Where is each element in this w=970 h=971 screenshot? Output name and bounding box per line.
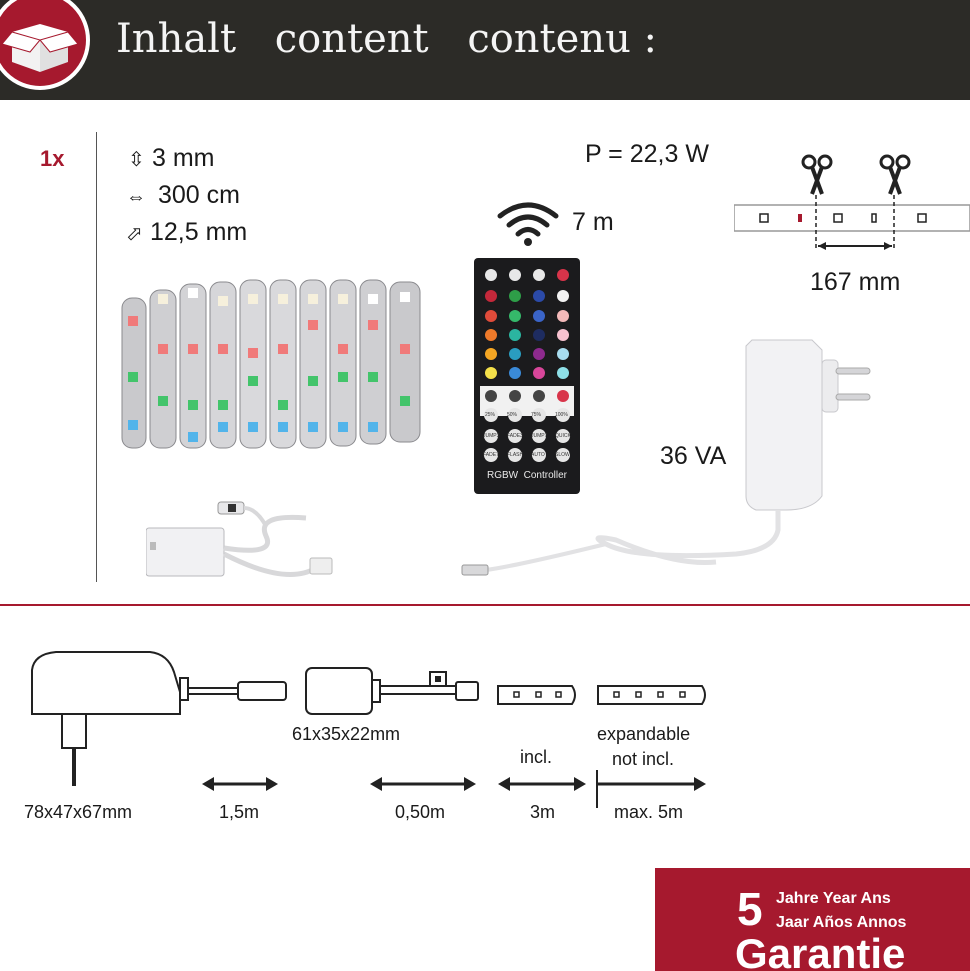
btn-100: 100% [555,412,568,418]
title-en: content [274,16,429,62]
controller-dims-label: 61x35x22mm [292,724,401,744]
guarantee-line2: Jaar Años Annos [776,914,907,931]
cut-interval-label: 167 mm [810,268,901,296]
controller-module-image [146,496,346,582]
expandable-label: expandable [597,724,691,744]
cable1-length-label: 1,5m [219,802,260,822]
adapter-dims-label: 78x47x67mm [24,802,133,822]
double-arrow-icon [368,772,478,796]
title-de: Inhalt [116,16,237,62]
header-title [116,16,657,62]
included-label: incl. [520,747,553,767]
btn-50: 50% [507,412,518,418]
btn-quick: QUICK [555,433,571,439]
spec-height-text: 3 mm [152,144,215,172]
spec-width-text: 12,5 mm [150,218,248,246]
remote-label: RGBW Controller [486,470,567,481]
guarantee-line1: Jahre Year Ans [776,890,891,907]
guarantee-badge [655,868,970,971]
power-label: P = 22,3 W [585,140,709,168]
strip-length-label: 3m [530,802,556,822]
led-strip-image [118,272,440,458]
strip-included-outline [496,684,580,706]
quantity-label: 1x [40,146,65,171]
scissors-icon [803,156,831,194]
divider-horizontal [0,604,970,606]
title-fr: contenu : [467,16,658,62]
double-arrow-icon [200,772,280,796]
adapter-rating-label: 36 VA [660,442,727,470]
height-arrow-icon: ⇳ [128,149,145,171]
spec-height [128,144,215,173]
btn-75: 75% [531,412,542,418]
width-arrow-icon: ⬀ [126,223,143,245]
guarantee-word: Garantie [735,930,906,971]
strip-expandable-outline [596,684,710,706]
controller-outline [304,664,484,720]
length-arrow-icon: ⇔ [126,186,146,208]
wireless-icon [496,200,560,246]
double-arrow-icon [496,772,588,796]
not-included-label: not incl. [612,749,675,769]
adapter-outline [28,648,290,790]
range-label: 7 m [572,208,614,236]
cut-diagram [734,150,970,250]
scissors-icon [881,156,909,194]
box-badge [0,0,90,90]
cable2-length-label: 0,50m [395,802,446,822]
spec-length-text: 300 cm [158,181,240,209]
btn-fade7: FADE7 [483,452,499,458]
guarantee-years: 5 [737,883,763,935]
btn-jump7: JUMP7 [531,433,548,439]
btn-25: 25% [485,412,496,418]
btn-jump3: JUMP3 [483,433,500,439]
spec-length [126,181,240,210]
max-length-label: max. 5m [614,802,684,822]
btn-flash: FLASH [507,452,524,458]
divider-vertical [96,132,97,582]
btn-slow: SLOW [555,452,570,458]
spec-width [126,218,247,247]
btn-fade3: FADE3 [507,433,523,439]
btn-auto: AUTO [531,452,545,458]
box-icon [0,0,86,86]
